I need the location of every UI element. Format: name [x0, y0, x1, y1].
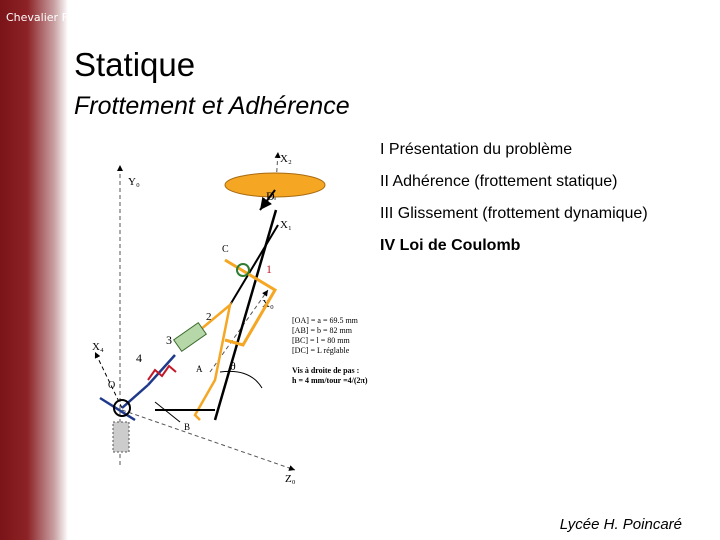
spec-line: [DC] = L réglable [292, 346, 350, 355]
label-c: C [222, 244, 229, 255]
sidebar-band [0, 0, 68, 540]
screw-part-3 [174, 323, 207, 352]
label-part-3: 3 [166, 333, 172, 347]
spec-line: [OA] = a = 69.5 mm [292, 316, 358, 325]
label-o: O [108, 380, 116, 391]
specs-box [292, 316, 368, 385]
outline-item-current: IV Loi de Coulomb [380, 237, 521, 254]
label-z0: Z₀ [285, 473, 296, 485]
arm-part-2 [195, 305, 230, 420]
disk-part [225, 173, 325, 197]
label-part-1: 1 [266, 262, 272, 276]
outline-item: II Adhérence (frottement statique) [380, 173, 618, 190]
label-theta: θ [230, 359, 236, 373]
label-b: B [184, 422, 191, 432]
axis-z0 [122, 410, 295, 470]
label-d: D [266, 189, 275, 203]
outline-list [380, 140, 648, 268]
spec-line: [AB] = b = 82 mm [292, 326, 352, 335]
ground-hatch [113, 422, 129, 452]
mechanism-diagram [80, 140, 380, 490]
label-a: A [196, 364, 203, 374]
outline-item: I Présentation du problème [380, 141, 573, 158]
frame-part-4b [148, 355, 175, 385]
label-x1: X₁ [280, 219, 292, 231]
outline-item: III Glissement (frottement dynamique) [380, 205, 648, 222]
label-y0: Y₀ [128, 176, 140, 188]
frame-part-4 [122, 385, 148, 408]
label-x4: X₄ [92, 341, 104, 353]
spec-line: h = 4 mm/tour =4/(2π) [292, 376, 368, 385]
support-b-slash [155, 402, 180, 422]
slide-subtitle: Frottement et Adhérence [74, 92, 350, 120]
label-part-2: 2 [206, 311, 212, 323]
author-label: Chevalier F. [6, 11, 70, 24]
label-x0: X₀ [262, 298, 274, 310]
label-x2: X₂ [280, 153, 292, 165]
slide-title: Statique [74, 46, 196, 83]
main-rod [215, 210, 276, 420]
label-part-4: 4 [136, 351, 142, 365]
spec-line: Vis à droite de pas : [292, 366, 360, 375]
spec-line: [BC] = l = 80 mm [292, 336, 350, 345]
footer-school: Lycée H. Poincaré [559, 516, 682, 533]
